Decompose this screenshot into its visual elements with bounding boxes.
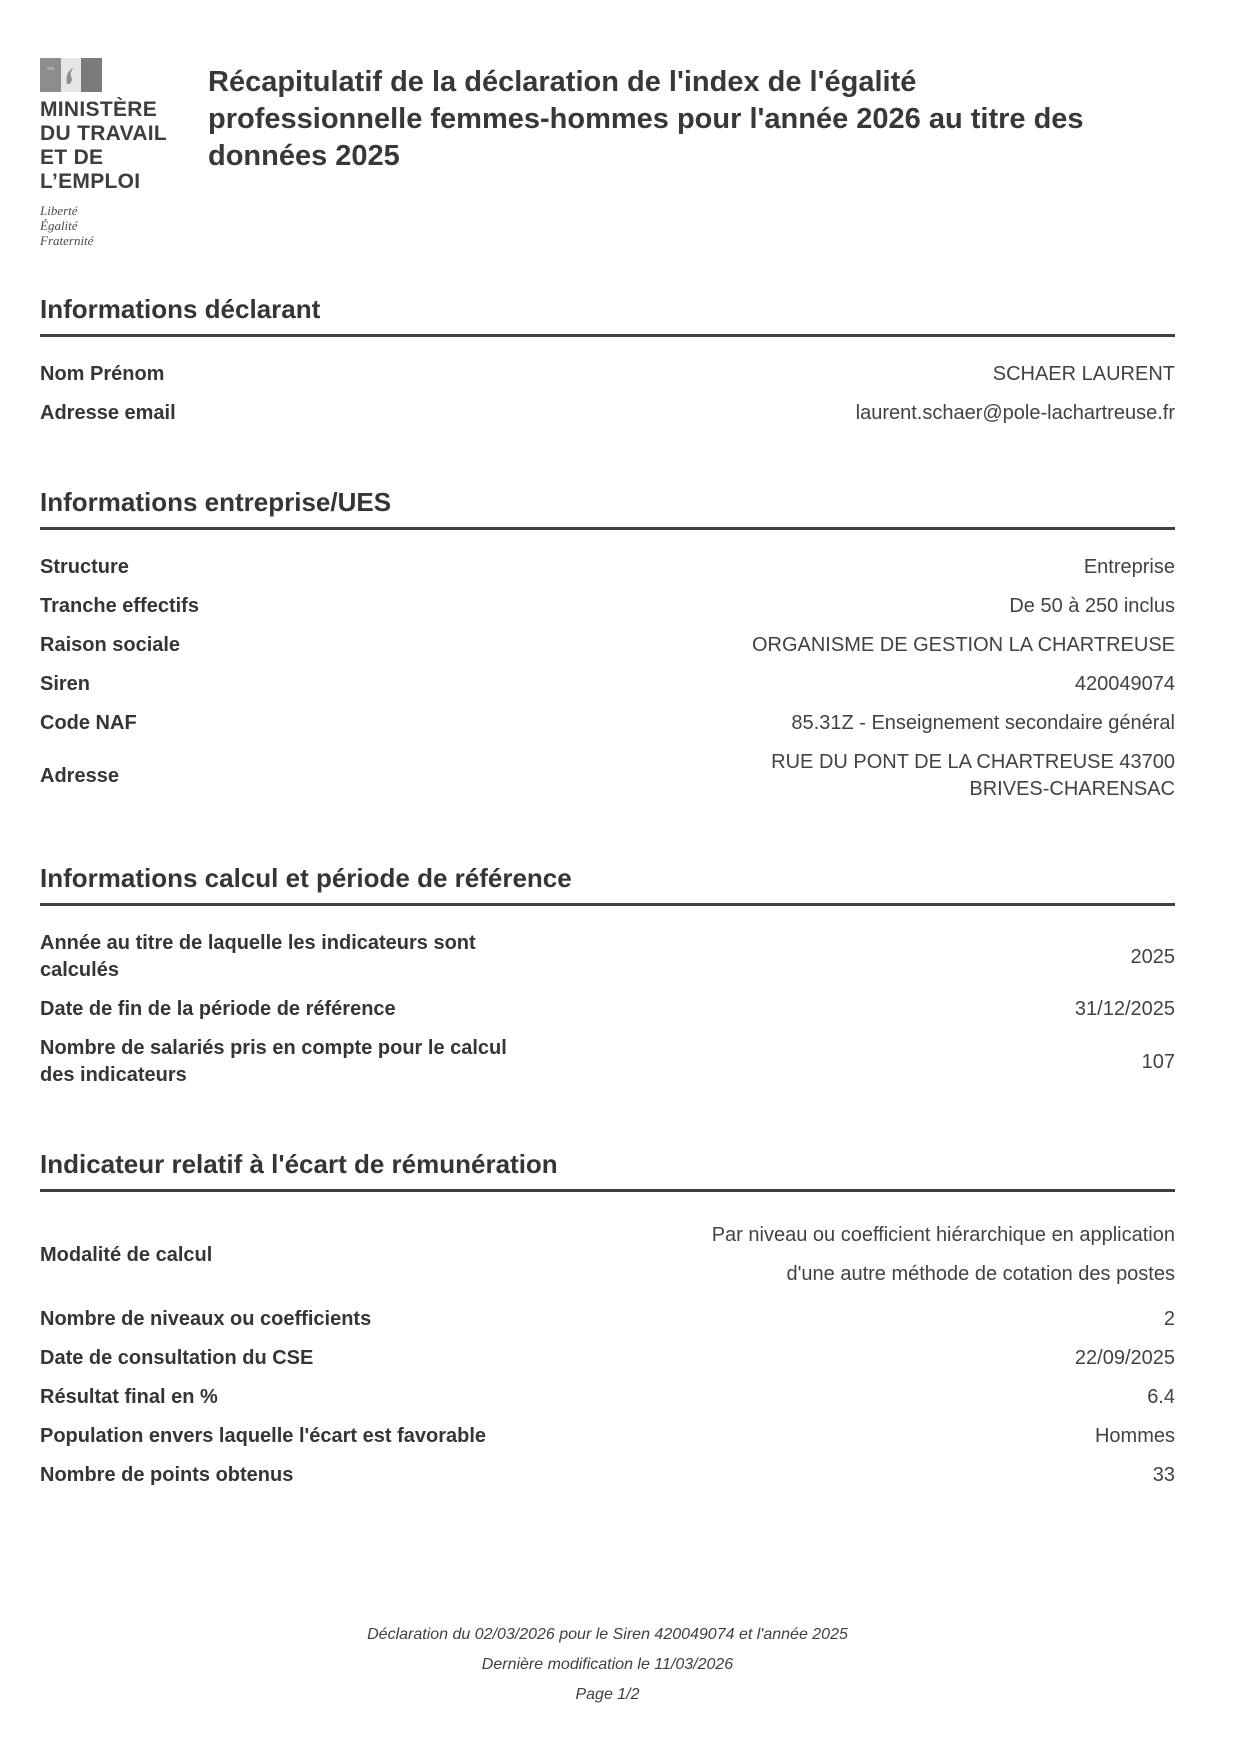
field-value: 2025: [1130, 945, 1175, 968]
motto-line: Égalité: [40, 218, 78, 233]
header: [40, 58, 1175, 248]
field-label: Date de fin de la période de référence: [40, 998, 396, 1020]
motto-line: Fraternité: [40, 233, 94, 248]
footer-modification-line: Dernière modification le 11/03/2026: [481, 1656, 734, 1673]
field-row-nombre-salaries: [40, 1029, 1175, 1095]
field-row-date-consultation-cse: [40, 1339, 1175, 1378]
field-row-nom-prenom: [40, 355, 1175, 394]
field-value: 6.4: [1147, 1386, 1175, 1408]
ministry-name: [40, 98, 208, 194]
section-rows: [40, 1210, 1175, 1495]
footer: [40, 1620, 1175, 1724]
field-value: [771, 749, 1175, 803]
field-value: 31/12/2025: [1074, 998, 1175, 1020]
section-heading: Informations entreprise/UES: [40, 487, 1175, 530]
field-value: Hommes: [1094, 1425, 1175, 1447]
field-row-resultat-final: [40, 1378, 1175, 1417]
field-value: Par niveau ou coefficient hiérarchique en application d'une autre méthode de cotation des postes: [711, 1224, 1175, 1285]
field-value: 22/09/2025: [1074, 1347, 1175, 1369]
field-row-date-fin-periode: [40, 990, 1175, 1029]
field-row-modalite-calcul: [40, 1210, 1175, 1300]
section-heading: Indicateur relatif à l'écart de rémunération: [40, 1149, 1175, 1192]
ministry-name-line: DU TRAVAIL: [40, 122, 168, 145]
field-label: Siren: [40, 673, 91, 695]
field-value: 107: [1141, 1050, 1175, 1073]
field-value: Entreprise: [1083, 556, 1175, 578]
field-value: 420049074: [1074, 673, 1175, 695]
field-label: Adresse email: [40, 402, 176, 424]
field-label: Code NAF: [40, 712, 137, 734]
field-value: De 50 à 250 inclus: [1009, 595, 1175, 617]
section-indicateur: [40, 1149, 1175, 1495]
field-row-population-favorable: [40, 1417, 1175, 1456]
field-row-siren: [40, 665, 1175, 704]
french-flag-marianne-icon: [40, 58, 102, 92]
field-value: SCHAER LAURENT: [992, 363, 1175, 385]
footer-declaration-line: Déclaration du 02/03/2026 pour le Siren 420049074 et l'année 2025: [367, 1626, 848, 1643]
field-label: Nombre de salariés pris en compte pour le calcul des indicateurs: [40, 1037, 507, 1086]
field-label: Nombre de niveaux ou coefficients: [40, 1308, 372, 1330]
field-label: Tranche effectifs: [40, 595, 199, 617]
field-label: Population envers laquelle l'écart est favorable: [40, 1425, 487, 1447]
field-label: Nom Prénom: [40, 363, 165, 385]
field-row-code-naf: [40, 704, 1175, 743]
ministry-name-line: ET DE L’EMPLOI: [40, 146, 141, 193]
field-value-line: RUE DU PONT DE LA CHARTREUSE 43700: [771, 751, 1175, 773]
field-row-structure: [40, 548, 1175, 587]
field-value: ORGANISME DE GESTION LA CHARTREUSE: [751, 634, 1175, 656]
field-label: Résultat final en %: [40, 1386, 218, 1408]
footer-page-number: Page 1/2: [575, 1686, 640, 1703]
section-entreprise: [40, 487, 1175, 809]
section-rows: [40, 548, 1175, 809]
section-calcul: [40, 863, 1175, 1095]
field-label: Année au titre de laquelle les indicateurs sont calculés: [40, 932, 476, 981]
document-title: Récapitulatif de la déclaration de l'index de l'égalité professionnelle femmes-hommes pour l'année 2026 au titre des données 2025: [208, 66, 1084, 172]
ministry-logo: [40, 58, 208, 248]
field-row-nombre-niveaux: [40, 1300, 1175, 1339]
ministry-name-line: MINISTÈRE: [40, 98, 158, 121]
section-declarant: [40, 294, 1175, 433]
field-value: 2: [1163, 1308, 1175, 1330]
section-heading: Informations calcul et période de référence: [40, 863, 1175, 906]
field-row-adresse-email: [40, 394, 1175, 433]
field-row-annee-indicateurs: [40, 924, 1175, 990]
field-row-raison-sociale: [40, 626, 1175, 665]
field-value: 85.31Z - Enseignement secondaire général: [791, 712, 1175, 734]
motto-line: Liberté: [40, 203, 78, 218]
field-row-adresse: [40, 743, 1175, 809]
field-value-line: BRIVES-CHARENSAC: [969, 778, 1175, 800]
motto: [40, 203, 208, 248]
field-label: Modalité de calcul: [40, 1243, 213, 1266]
field-label: Date de consultation du CSE: [40, 1347, 314, 1369]
field-label: Raison sociale: [40, 634, 181, 656]
section-heading: Informations déclarant: [40, 294, 1175, 337]
field-value: 33: [1152, 1464, 1175, 1486]
field-label: Structure: [40, 556, 129, 578]
field-value: laurent.schaer@pole-lachartreuse.fr: [855, 402, 1175, 424]
section-rows: [40, 355, 1175, 433]
field-row-tranche-effectifs: [40, 587, 1175, 626]
section-rows: [40, 924, 1175, 1095]
field-label: Adresse: [40, 764, 119, 787]
field-row-nombre-points: [40, 1456, 1175, 1495]
field-label: Nombre de points obtenus: [40, 1464, 294, 1486]
